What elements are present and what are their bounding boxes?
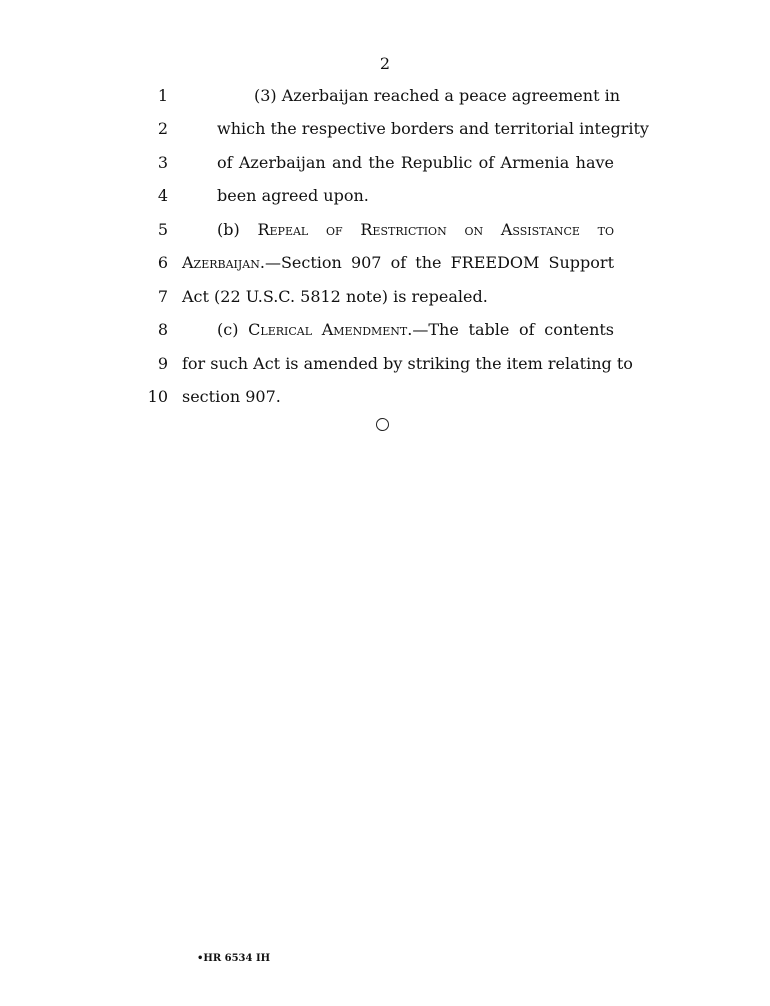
line-number: 7 — [157, 287, 168, 306]
subsection-label: (b) — [217, 220, 258, 239]
text-line — [0, 153, 770, 186]
line-text — [217, 220, 614, 240]
line-text: section 907. — [182, 387, 281, 406]
subsection-heading: Azerbaijan. — [182, 253, 265, 272]
bill-footer: •HR 6534 IH — [197, 953, 271, 964]
subsection-heading: Repeal of Restriction on Assistance to — [257, 220, 615, 239]
line-number: 2 — [157, 119, 168, 138]
line-number: 8 — [157, 320, 168, 339]
line-number: 5 — [157, 220, 168, 239]
end-of-document-circle-icon — [376, 418, 389, 431]
text-line — [0, 354, 770, 387]
text-line — [0, 287, 770, 320]
line-text — [182, 253, 614, 273]
text-line — [0, 86, 770, 119]
line-text: for such Act is amended by striking the item relating to — [182, 354, 633, 373]
line-text — [217, 320, 614, 340]
line-body: —The table of contents — [412, 320, 615, 339]
line-text: (3) Azerbaijan reached a peace agreement in — [254, 86, 620, 105]
line-text: of Azerbaijan and the Republic of Armenia have — [217, 153, 614, 172]
line-number: 4 — [157, 186, 168, 205]
line-text: been agreed upon. — [217, 186, 369, 205]
line-number: 3 — [157, 153, 168, 172]
text-line — [0, 387, 770, 420]
line-body: —Section 907 of the FREEDOM Support — [264, 253, 614, 272]
line-number: 10 — [147, 387, 168, 406]
text-line — [0, 320, 770, 353]
line-text: which the respective borders and territorial integrity — [217, 119, 649, 138]
page-number: 2 — [379, 54, 391, 73]
line-number: 1 — [157, 86, 168, 105]
line-text: Act (22 U.S.C. 5812 note) is repealed. — [182, 287, 488, 306]
line-number: 6 — [157, 253, 168, 272]
text-line — [0, 253, 770, 286]
text-line — [0, 186, 770, 219]
text-line — [0, 220, 770, 253]
subsection-heading: Clerical Amendment. — [248, 320, 413, 339]
subsection-label: (c) — [217, 320, 249, 339]
text-line — [0, 119, 770, 152]
line-number: 9 — [157, 354, 168, 373]
